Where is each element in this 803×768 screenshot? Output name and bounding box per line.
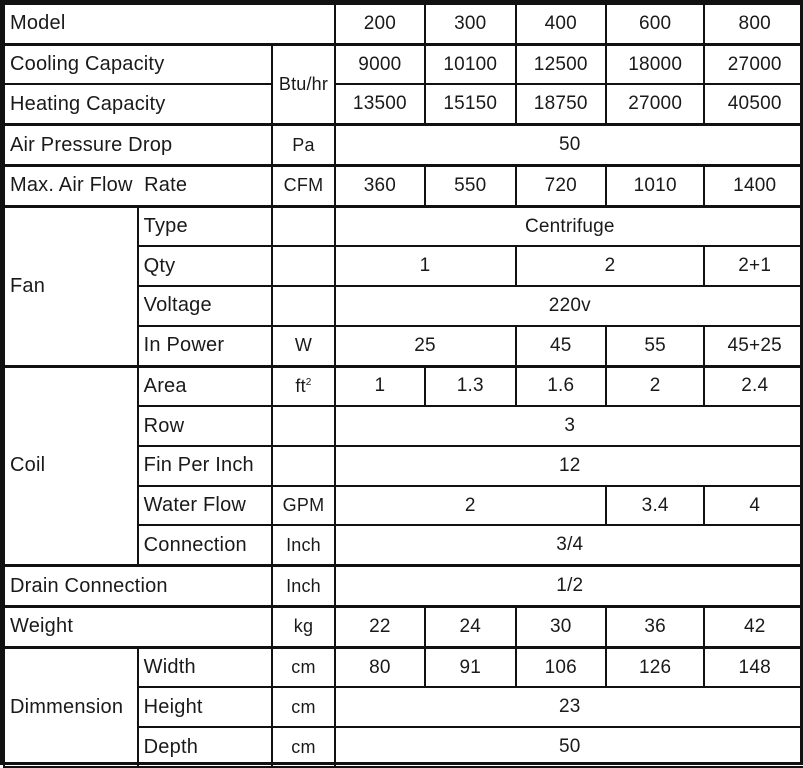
coil-area-value: 1 — [335, 366, 425, 406]
dim-height-label: Height — [138, 687, 273, 727]
model-200: 200 — [335, 4, 425, 44]
coil-area-label: Area — [138, 366, 273, 406]
model-400: 400 — [516, 4, 606, 44]
heating-value: 18750 — [516, 84, 606, 124]
model-row — [4, 4, 803, 44]
coil-water-unit: GPM — [272, 486, 334, 526]
weight-value: 36 — [606, 606, 704, 647]
air-flow-value: 720 — [516, 165, 606, 206]
capacity-unit: Btu/hr — [272, 44, 334, 124]
air-flow-row — [4, 165, 803, 206]
air-pressure-label: Air Pressure Drop — [4, 125, 272, 166]
coil-row-value: 3 — [335, 406, 803, 446]
cooling-value: 18000 — [606, 44, 704, 84]
coil-connection-unit: Inch — [272, 525, 334, 565]
fan-voltage-value: 220v — [335, 286, 803, 326]
fan-qty-value: 1 — [335, 246, 516, 286]
weight-label: Weight — [4, 606, 272, 647]
dim-width-row — [4, 647, 803, 687]
dim-depth-label: Depth — [138, 727, 273, 767]
cooling-value: 27000 — [704, 44, 803, 84]
model-600: 600 — [606, 4, 704, 44]
coil-area-value: 2 — [606, 366, 704, 406]
dim-depth-value: 50 — [335, 727, 803, 767]
fan-voltage-label: Voltage — [138, 286, 273, 326]
coil-row-label: Row — [138, 406, 273, 446]
weight-value: 30 — [516, 606, 606, 647]
dim-height-value: 23 — [335, 687, 803, 727]
coil-area-value: 2.4 — [704, 366, 803, 406]
air-flow-label: Max. Air Flow Rate — [4, 165, 272, 206]
dim-width-label: Width — [138, 647, 273, 687]
model-800: 800 — [704, 4, 803, 44]
heating-label: Heating Capacity — [4, 84, 272, 124]
dimension-group-label: Dimmension — [4, 647, 138, 767]
air-flow-value: 1400 — [704, 165, 803, 206]
drain-row — [4, 566, 803, 607]
weight-value: 24 — [425, 606, 515, 647]
fan-voltage-unit — [272, 286, 334, 326]
coil-fin-label: Fin Per Inch — [138, 446, 273, 486]
fan-power-label: In Power — [138, 326, 273, 366]
air-pressure-row — [4, 125, 803, 166]
weight-value: 42 — [704, 606, 803, 647]
coil-water-label: Water Flow — [138, 486, 273, 526]
model-label: Model — [4, 4, 335, 44]
drain-value: 1/2 — [335, 566, 803, 607]
fan-group-label: Fan — [4, 206, 138, 366]
coil-area-value: 1.6 — [516, 366, 606, 406]
fan-power-value: 55 — [606, 326, 704, 366]
fan-qty-unit — [272, 246, 334, 286]
coil-area-row — [4, 366, 803, 406]
fan-power-value: 45 — [516, 326, 606, 366]
coil-water-value: 4 — [704, 486, 803, 526]
air-pressure-value: 50 — [335, 125, 803, 166]
cooling-value: 9000 — [335, 44, 425, 84]
dim-width-value: 106 — [516, 647, 606, 687]
dim-width-unit: cm — [272, 647, 334, 687]
cooling-label: Cooling Capacity — [4, 44, 272, 84]
coil-area-unit-base: ft — [295, 375, 306, 396]
air-flow-unit: CFM — [272, 165, 334, 206]
weight-row — [4, 606, 803, 647]
cooling-value: 10100 — [425, 44, 515, 84]
heating-value: 13500 — [335, 84, 425, 124]
fan-qty-value: 2 — [516, 246, 705, 286]
dim-depth-unit: cm — [272, 727, 334, 767]
air-flow-value: 360 — [335, 165, 425, 206]
drain-unit: Inch — [272, 566, 334, 607]
coil-area-unit — [272, 366, 334, 406]
dim-width-value: 148 — [704, 647, 803, 687]
heating-value: 27000 — [606, 84, 704, 124]
fan-power-unit: W — [272, 326, 334, 366]
dim-width-value: 91 — [425, 647, 515, 687]
fan-type-unit — [272, 206, 334, 246]
cooling-value: 12500 — [516, 44, 606, 84]
model-300: 300 — [425, 4, 515, 44]
coil-connection-value: 3/4 — [335, 525, 803, 565]
coil-area-value: 1.3 — [425, 366, 515, 406]
weight-value: 22 — [335, 606, 425, 647]
dim-width-value: 80 — [335, 647, 425, 687]
air-flow-value: 550 — [425, 165, 515, 206]
air-flow-value: 1010 — [606, 165, 704, 206]
heating-value: 15150 — [425, 84, 515, 124]
air-pressure-unit: Pa — [272, 125, 334, 166]
dim-height-unit: cm — [272, 687, 334, 727]
coil-connection-label: Connection — [138, 525, 273, 565]
coil-group-label: Coil — [4, 366, 138, 566]
coil-fin-unit — [272, 446, 334, 486]
coil-area-unit-sup: 2 — [305, 376, 312, 388]
fan-type-label: Type — [138, 206, 273, 246]
fan-qty-value: 2+1 — [704, 246, 803, 286]
fan-power-value: 25 — [335, 326, 516, 366]
spec-table — [3, 3, 803, 768]
coil-water-value: 2 — [335, 486, 606, 526]
heating-value: 40500 — [704, 84, 803, 124]
coil-row-unit — [272, 406, 334, 446]
coil-fin-value: 12 — [335, 446, 803, 486]
fan-type-value: Centrifuge — [335, 206, 803, 246]
dim-width-value: 126 — [606, 647, 704, 687]
weight-unit: kg — [272, 606, 334, 647]
cooling-row — [4, 44, 803, 84]
fan-power-value: 45+25 — [704, 326, 803, 366]
fan-type-row — [4, 206, 803, 246]
drain-label: Drain Connection — [4, 566, 272, 607]
fan-qty-label: Qty — [138, 246, 273, 286]
heating-row — [4, 84, 803, 124]
coil-water-value: 3.4 — [606, 486, 704, 526]
